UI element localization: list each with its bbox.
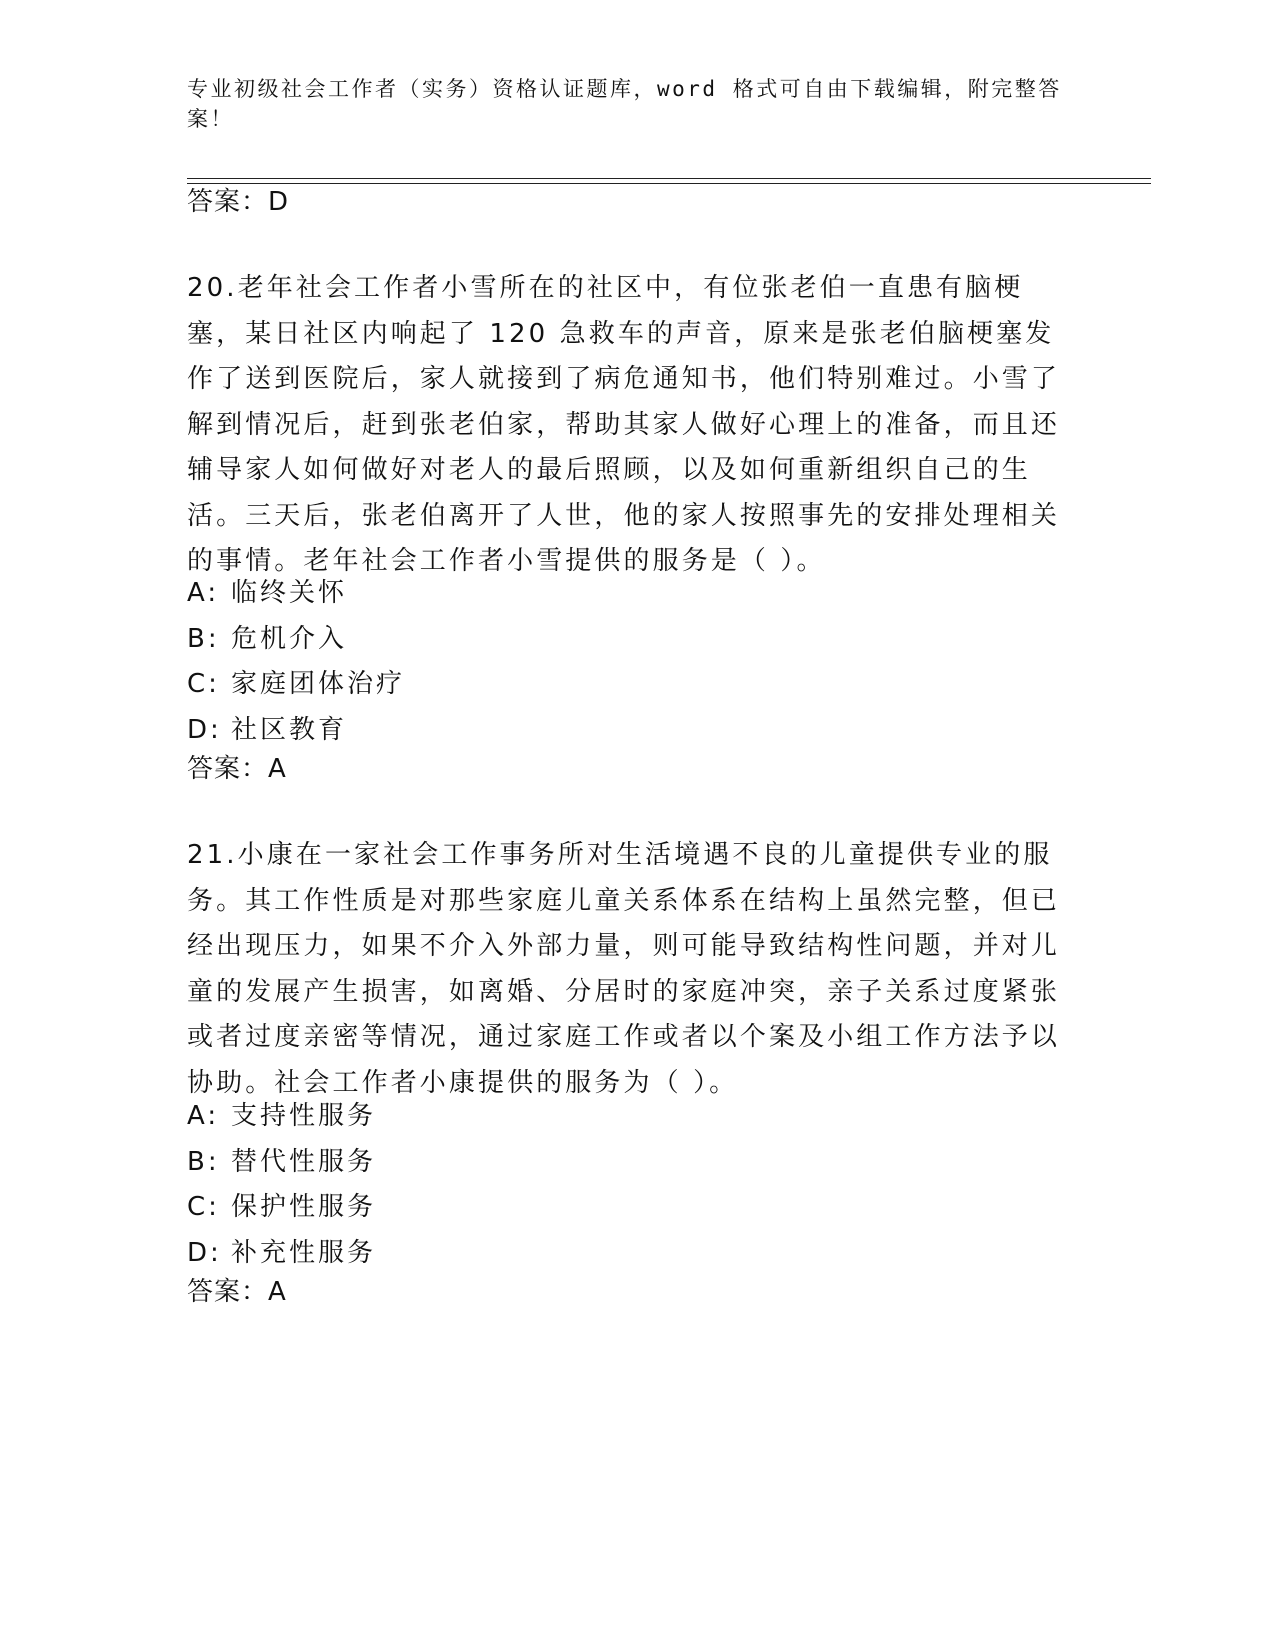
option-text: 支持性服务 — [231, 1101, 377, 1131]
option-text: 家庭团体治疗 — [231, 669, 406, 699]
option-text: 保护性服务 — [231, 1192, 377, 1222]
option-key: B: — [187, 1146, 220, 1177]
option-b — [187, 1140, 376, 1186]
option-b — [187, 617, 405, 663]
question-20-text: 20.老年社会工作者小雪所在的社区中，有位张老伯一直患有脑梗塞，某日社区内响起了 120 急救车的声音，原来是张老伯脑梗塞发作了送到医院后，家人就接到了病危通知书，他们特别难过。小雪了解到情况后，赶到张老伯家，帮助其家人做好心理上的准备，而且还辅导家人如何做好对老人的最后照顾，以及如何重新组织自己的生活。三天后，张老伯离开了人世，他的家人按照事先的安排处理相关的事情。老年社会工作者小雪提供的服务是（ ）。 — [187, 273, 1061, 576]
option-c — [187, 1185, 376, 1231]
option-key: A: — [187, 578, 220, 608]
question-21-answer: 答案：A — [187, 1277, 287, 1307]
option-key: C: — [187, 1192, 220, 1222]
document-header: 专业初级社会工作者（实务）资格认证题库，word 格式可自由下载编辑，附完整答案！ — [187, 77, 1062, 131]
option-a — [187, 571, 405, 617]
option-text: 替代性服务 — [231, 1146, 377, 1177]
option-key: D: — [187, 1237, 222, 1268]
option-text: 社区教育 — [231, 714, 348, 745]
previous-answer: 答案：D — [187, 187, 290, 217]
option-key: C: — [187, 669, 220, 699]
option-text: 危机介入 — [231, 623, 348, 654]
header-divider — [187, 178, 1151, 184]
option-text: 补充性服务 — [231, 1237, 377, 1268]
question-20-answer: 答案：A — [187, 754, 287, 784]
option-a — [187, 1094, 376, 1140]
option-text: 临终关怀 — [231, 578, 348, 608]
option-key: D: — [187, 714, 222, 745]
question-21-options — [187, 1094, 376, 1276]
option-d — [187, 1231, 376, 1277]
option-key: B: — [187, 623, 220, 654]
option-d — [187, 708, 405, 754]
option-key: A: — [187, 1101, 220, 1131]
question-21-text: 21.小康在一家社会工作事务所对生活境遇不良的儿童提供专业的服务。其工作性质是对那些家庭儿童关系体系在结构上虽然完整，但已经出现压力，如果不介入外部力量，则可能导致结构性问题，并对儿童的发展产生损害，如离婚、分居时的家庭冲突，亲子关系过度紧张或者过度亲密等情况，通过家庭工作或者以个案及小组工作方法予以协助。社会工作者小康提供的服务为（ ）。 — [187, 840, 1061, 1098]
question-20-options — [187, 571, 405, 753]
option-c — [187, 662, 405, 708]
